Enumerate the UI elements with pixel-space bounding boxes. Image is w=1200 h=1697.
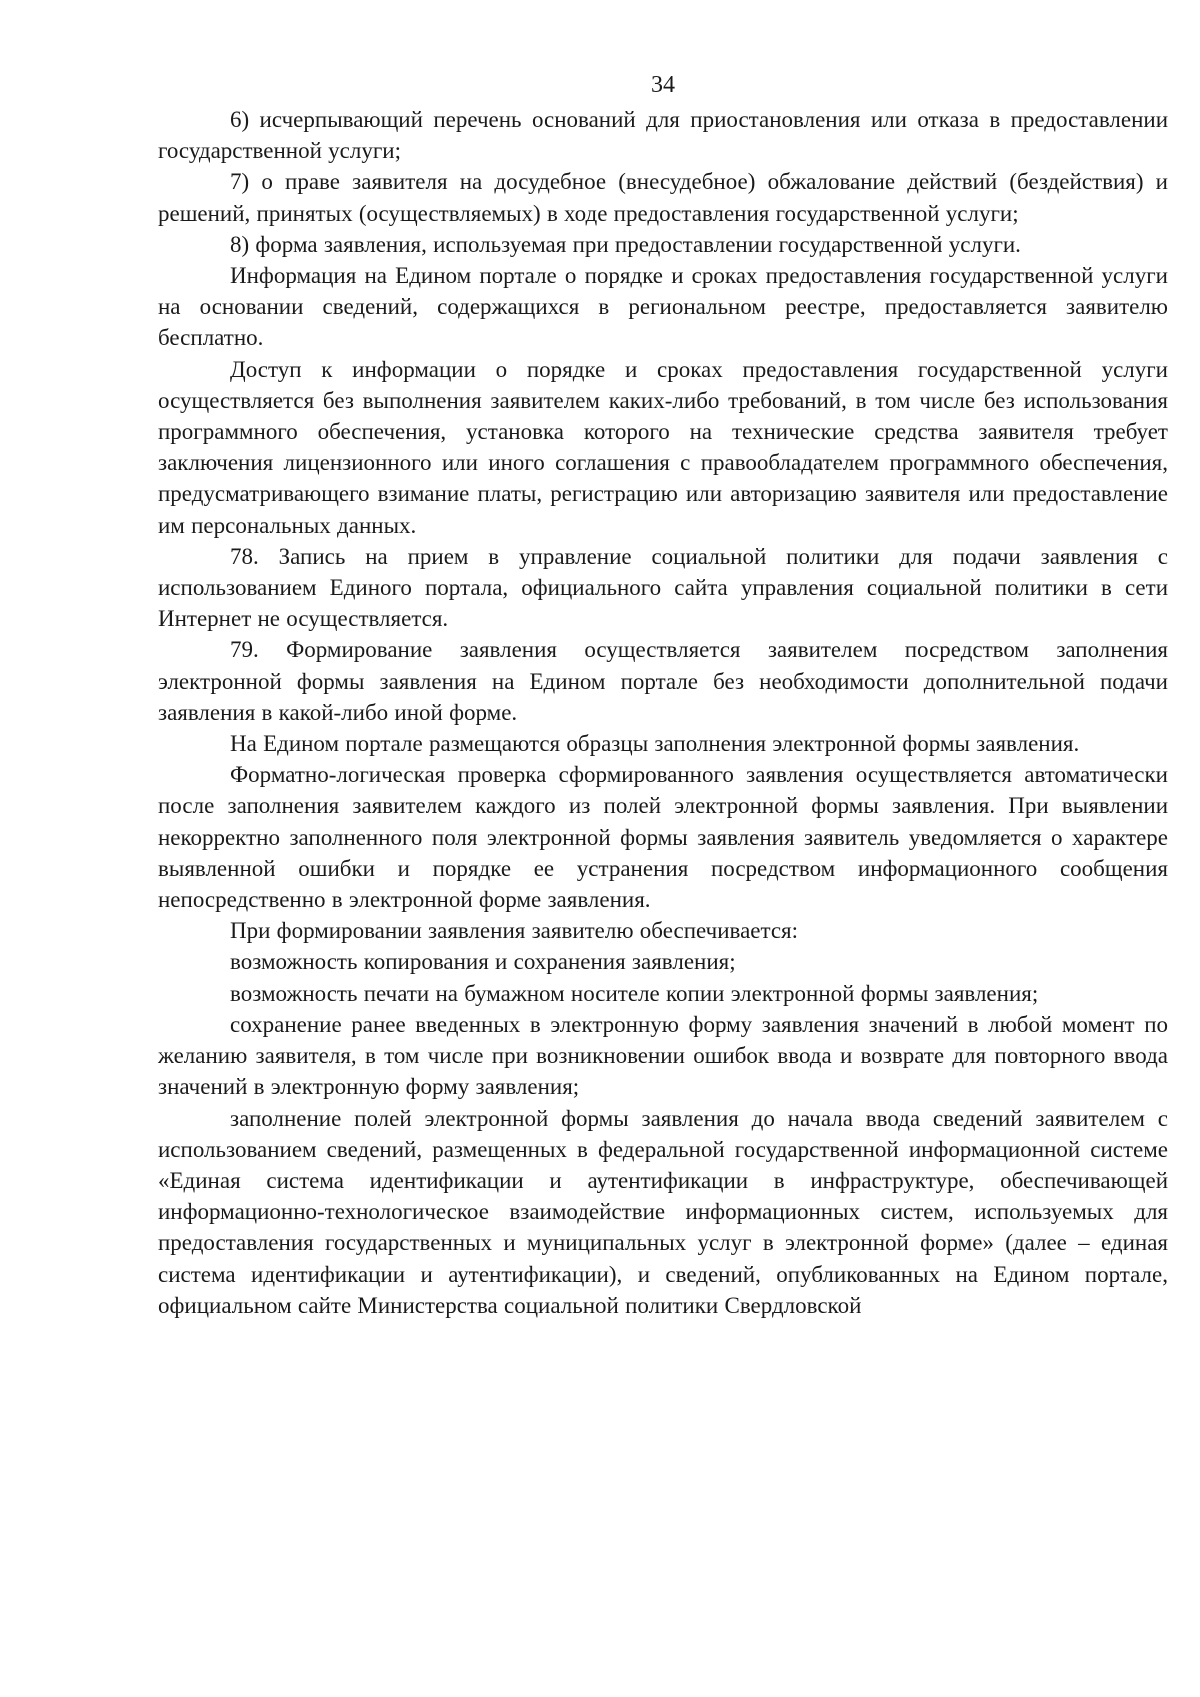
paragraph-item-6: 6) исчерпывающий перечень оснований для приостановления или отказа в предоставлении государственной услуги; [158, 107, 1168, 164]
paragraph-item-7: 7) о праве заявителя на досудебное (внесудебное) обжалование действий (бездействия) и решений, принятых (осуществляемых) в ходе предоставления государственной услуги; [158, 169, 1168, 226]
paragraph-copy-save: возможность копирования и сохранения заявления; [230, 949, 736, 975]
paragraph-provided: При формировании заявления заявителю обеспечивается: [230, 918, 798, 944]
paragraph-79: 79. Формирование заявления осуществляется заявителем посредством заполнения электронной формы заявления на Едином портале без необходимости дополнительной подачи заявления в какой-либо иной форме. [158, 637, 1168, 725]
paragraph-access-info: Доступ к информации о порядке и сроках предоставления государственной услуги осуществляется без выполнения заявителем каких-либо требований, в том числе без использования программного обеспечения, установка которого на технические средства заявителя требует заключения лицензионного или иного соглашения с правообладателем программного обеспечения, предусматривающего взимание платы, регистрацию или авторизацию заявителя или предоставление им персональных данных. [158, 356, 1168, 538]
document-page [158, 70, 1168, 1321]
paragraph-samples: На Едином портале размещаются образцы заполнения электронной формы заявления. [230, 731, 1080, 757]
paragraph-78: 78. Запись на прием в управление социальной политики для подачи заявления с использованием Единого портала, официального сайта управления социальной политики в сети Интернет не осуществляется. [158, 543, 1168, 632]
paragraph-save-values: сохранение ранее введенных в электронную форму заявления значений в любой момент по желанию заявителя, в том числе при возникновении ошибок ввода и возврате для повторного ввода значений в электронную форму заявления; [158, 1011, 1168, 1100]
paragraph-print: возможность печати на бумажном носителе копии электронной формы заявления; [230, 980, 1039, 1006]
paragraph-portal-info: Информация на Едином портале о порядке и сроках предоставления государственной услуги на основании сведений, содержащихся в региональном реестре, предоставляется заявителю бесплатно. [158, 263, 1168, 351]
page-number: 34 [651, 72, 675, 98]
paragraph-autofill: заполнение полей электронной формы заявления до начала ввода сведений заявителем с использованием сведений, размещенных в федеральной государственной информационной системе «Единая система идентификации и аутентификации в инфраструктуре, обеспечивающей информационно-технологическое взаимодействие информационных систем, используемых для предоставления государственных и муниципальных услуг в электронной форме» (далее – единая система идентификации и аутентификации), и сведений, опубликованных на Едином портале, официальном сайте Министерства социальной политики Свердловской [158, 1105, 1168, 1318]
paragraph-format-check: Форматно-логическая проверка сформированного заявления осуществляется автоматически после заполнения заявителем каждого из полей электронной формы заявления. При выявлении некорректно заполненного поля электронной формы заявления заявитель уведомляется о характере выявленной ошибки и порядке ее устранения посредством информационного сообщения непосредственно в электронной форме заявления. [158, 762, 1168, 913]
paragraph-item-8: 8) форма заявления, используемая при предоставлении государственной услуги. [230, 231, 1021, 257]
